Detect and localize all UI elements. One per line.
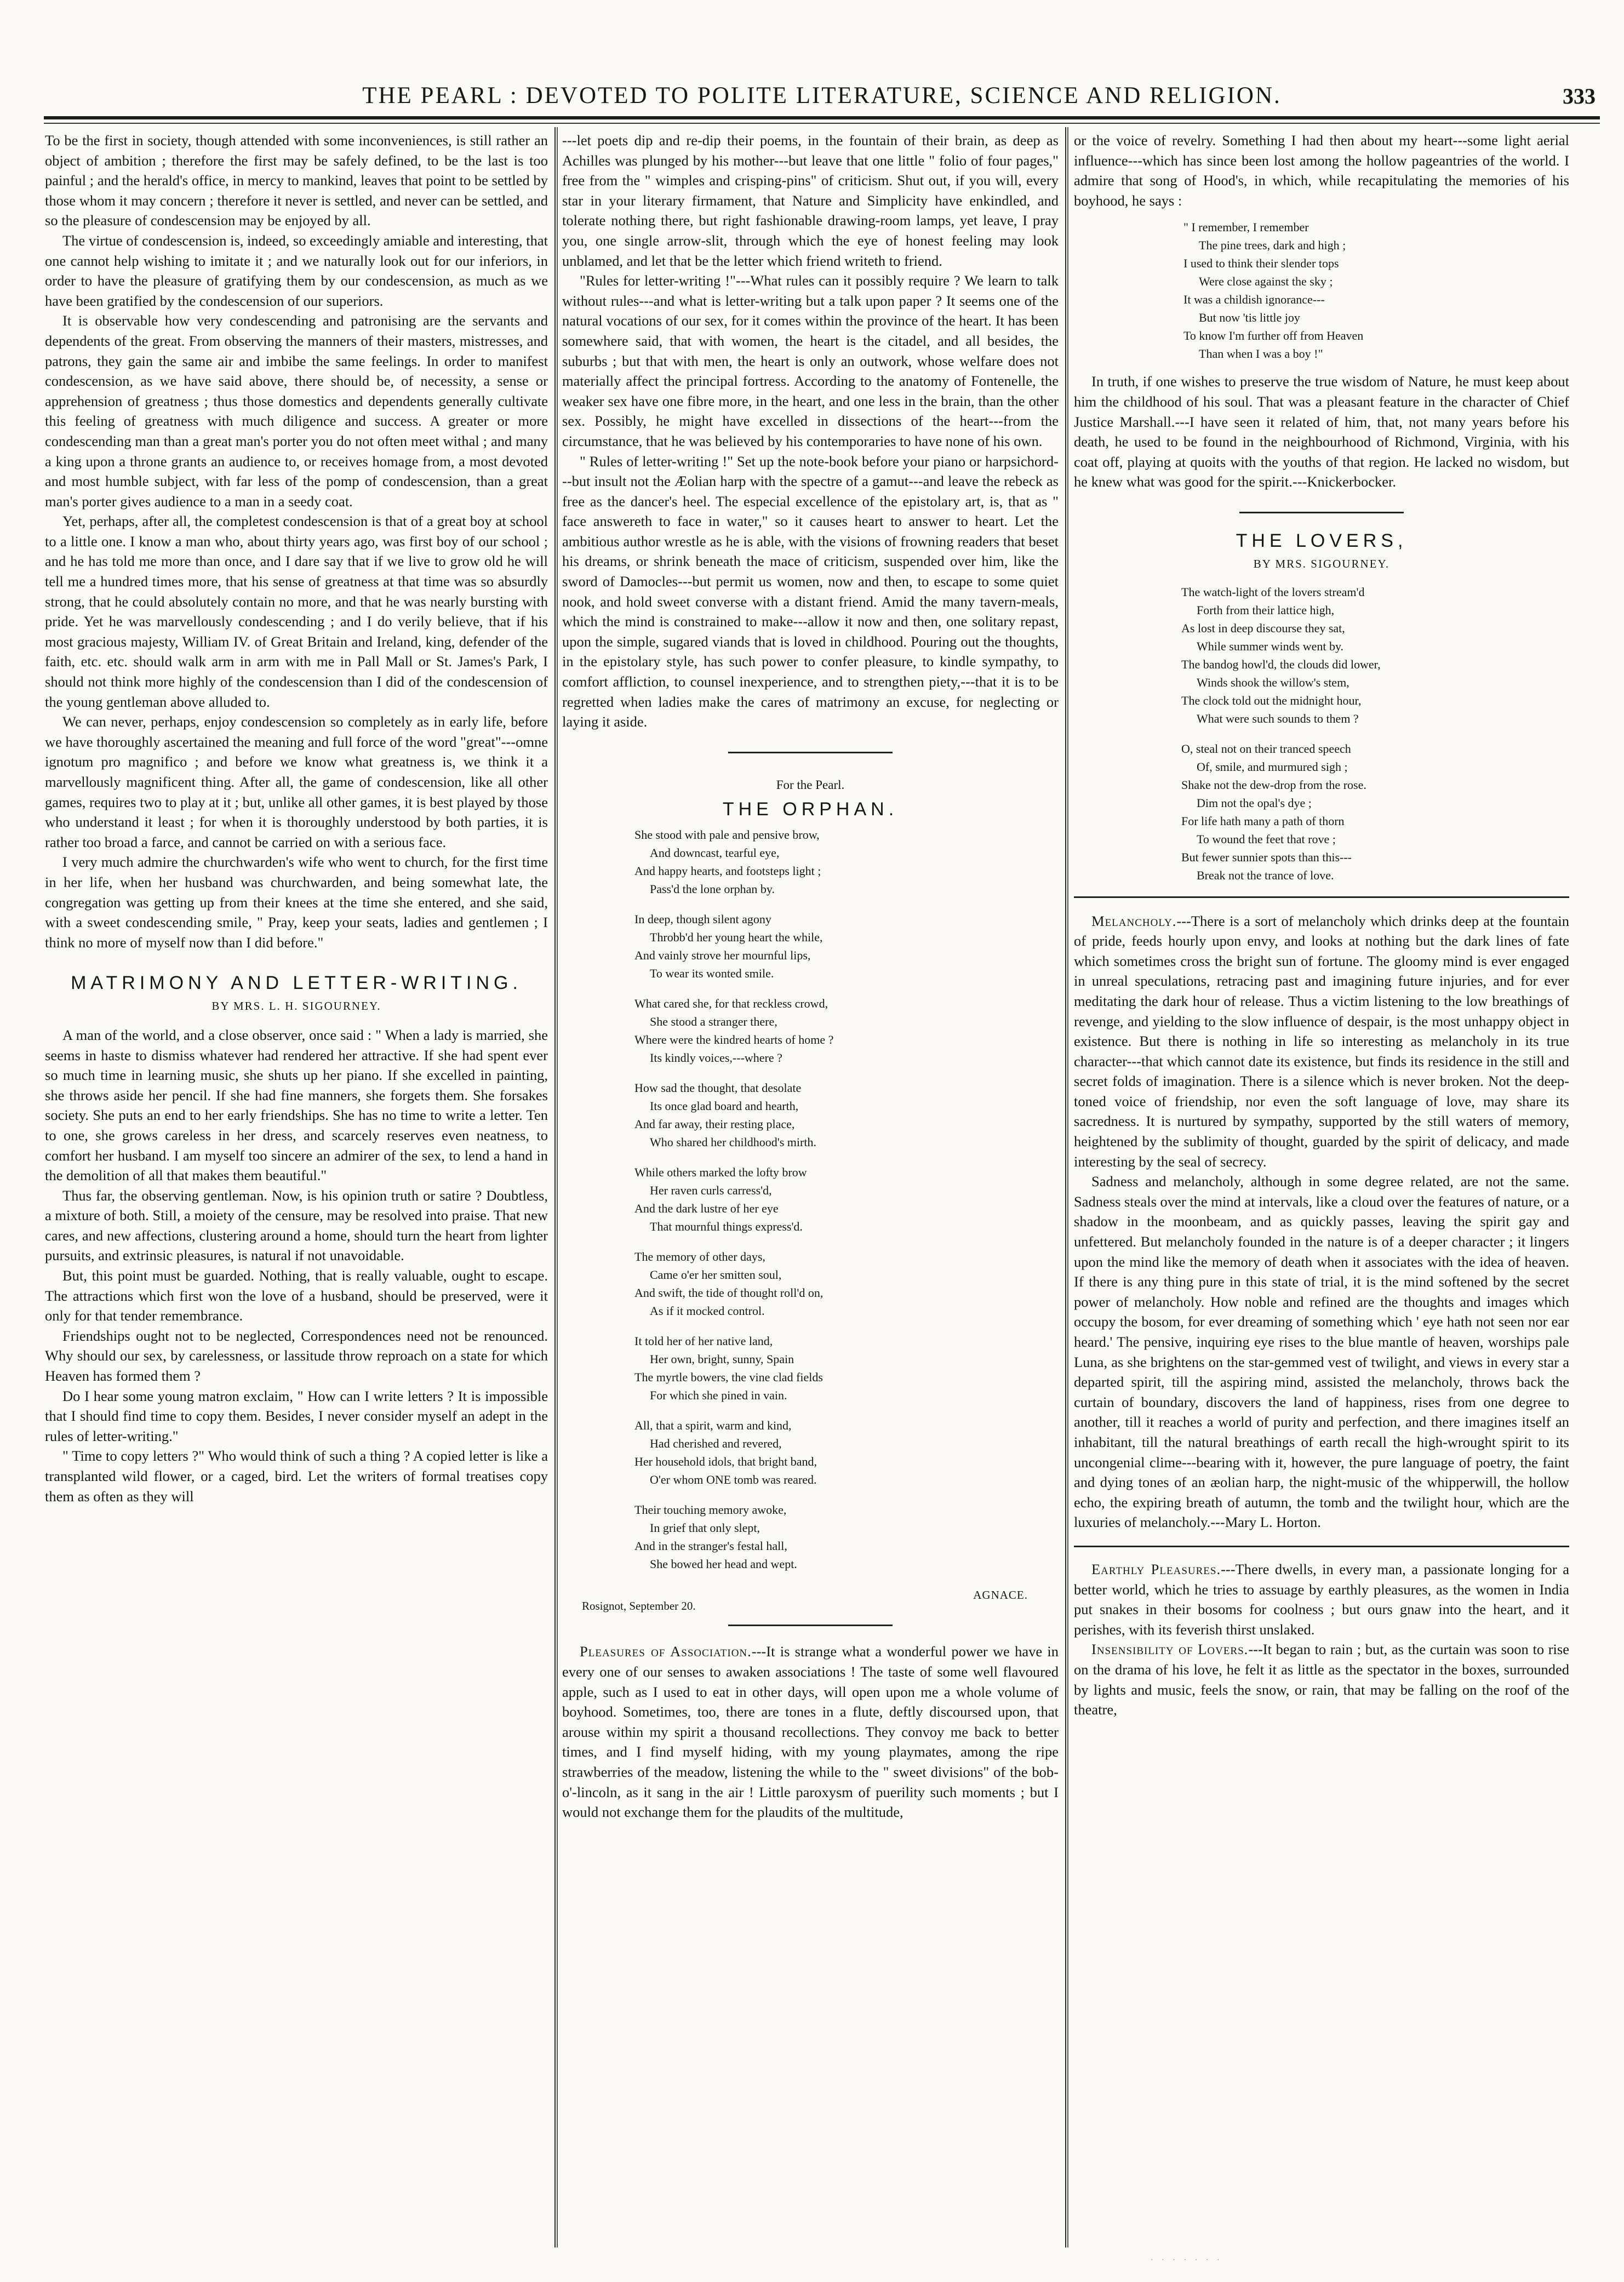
section-rule [1074, 1546, 1569, 1547]
poem-title-lovers: THE LOVERS, [1236, 530, 1408, 551]
poem-line: To wear its wonted smile. [650, 966, 774, 981]
paragraph-text: ---There is a sort of melancholy which drinks deep at the fountain of pride, feeds hourly upon envy, and looks at nothing but the dark lines of fate which sometimes cross the bright sun of fortune. The gloomy mind is ever engaged in unreal speculations, retracing past and imagining future injuries, and for ever meditating the dark hour of release. Thus a victim listening to the low breathings of revenge, and yielding to the slow influence of despair, is the most unhappy object in existence. But there is nothing in life so interesting as melancholy in its true character---that which cannot date its existence, but finds its residence in the still and secret folds of imagination. There is a silence which is never broken. Not the deep-toned voice of friendship, nor even the soft language of love, may share its sacredness. It is nurtured by sympathy, supported by the still waters of memory, heightened by the sublimity of thought, guarded by the spirit of delicacy, and made interesting by the seal of secrecy. [1074, 912, 1569, 1170]
poem-line: The watch-light of the lovers stream'd [1181, 585, 1365, 599]
poem-line: To wound the feet that rove ; [1197, 832, 1336, 846]
poem-line: Forth from their lattice high, [1197, 603, 1335, 617]
poem-line: To know I'm further off from Heaven [1183, 329, 1364, 343]
poem-line: Her household idols, that bright band, [634, 1455, 817, 1469]
poem-stanza [634, 1248, 1059, 1320]
poem-line: She bowed her head and wept. [650, 1557, 797, 1571]
poem-line: While others marked the lofty brow [634, 1165, 807, 1180]
poem-line: And in the stranger's festal hall, [634, 1539, 787, 1553]
poem-line: Than when I was a boy !" [1199, 347, 1323, 361]
poem-line: It was a childish ignorance--- [1183, 293, 1325, 307]
page-number: 333 [1563, 84, 1596, 108]
paragraph: In truth, if one wishes to preserve the true wisdom of Nature, he must keep about him the childhood of his soul. That was a pleasant feature in the character of Chief Justice Marshall.---I have seen it related of him, that, not many years before his death, he used to be found in the neighbourhood of Richmond, Virginia, with his coat off, playing at quoits with the youths of that region. He lacked no wisdom, but he knew what was good for the spirit.---Knickerbocker. [1074, 373, 1569, 490]
poem-line: Shake not the dew-drop from the rose. [1181, 777, 1366, 792]
poem-title-orphan: THE ORPHAN. [722, 799, 899, 820]
poem-line: Had cherished and revered, [650, 1437, 782, 1451]
poem-place-date: Rosignot, September 20. [582, 1599, 696, 1613]
section-rule [728, 752, 893, 753]
poem-line: O, steal not on their tranced speech [1181, 741, 1351, 756]
poem-line: Pass'd the lone orphan by. [650, 882, 775, 896]
paragraph: "Rules for letter-writing !"---What rules can it possibly require ? We learn to talk without rules---and what is letter-writing but a talk upon paper ? It seems one of the natural vocations of our sex, for it comes within the province of the heart. It has been somewhere said, that with women, the heart is the citadel, and all besides, the suburbs ; but that with men, the heart is only an outwork, whose welfare does not materially affect the principal fortress. According to the anatomy of Fontenelle, the weaker sex have one fibre more, in the heart, and one less in the brain, than the other sex. Possibly, he might have excelled in dissections of the heart---from the circumstance, that he was believed by his contemporaries to have none of his own. [562, 272, 1059, 449]
section-rule [1239, 512, 1404, 513]
paragraph: Yet, perhaps, after all, the completest condescension is that of a great boy at school to a little one. I know a man who, about thirty years ago, was first boy of our school ; and he has told me more than once, and I dare say that if we live to grow old he will tell me a hundred times more, that his sense of greatness at that time was so absurdly strong, that he could absolutely contain no more, and that he was nearly bursting with pride. Yet he was marvellously condescending ; and I do verily believe, that if his most gracious majesty, William IV. of Great Britain and Ireland, king, defender of the faith, etc. etc. should walk arm in arm with me in Pall Mall or St. James's Park, I should not think more highly of the condescension than I did of the condescension of the young gentleman above alluded to. [45, 513, 548, 710]
poem-line: Throbb'd her young heart the while, [650, 930, 823, 945]
column-divider-left [554, 127, 556, 2247]
paragraph: Sadness and melancholy, although in some degree related, are not the same. Sadness steals over the mind at intervals, like a cloud over the features of nature, or a shadow in the moonbeam, and as quickly passes, leaving the spirit gay and unfettered. But melancholy founded in the nature is of a deeper character ; it lingers upon the mind like the memory of death when it associates with the idea of heaven. If there is any thing pure in this state of trial, it is the mind softened by the secret power of melancholy. How noble and refined are the thoughts and images which occupy the bosom, for ever dreaming of something which ' eye hath not seen nor ear heard.' The pensive, inquiring eye rises to the blue mantle of heaven, worships pale Luna, as she brightens on the star-gemmed vest of twilight, and views in every star a departed spirit, till the aspiring mind, assisted the melancholy, throws back the curtain of boundary, discovers the land of happiness, rises from one degree to another, till it reaches a world of purity and perfection, and there imagines itself an inhabitant, till the natural breathings of earth recall the high-wrought spirit to its uncongenial clime---bearing with it, however, the pure language of poetry, the faint and dying tones of an æolian harp, the night-music of the whipperwill, the hollow echo, the expiring breath of autumn, the tomb and the twilight hour, which are the luxuries of melancholy.---Mary L. Horton. [1074, 1173, 1569, 1531]
poem-line: As if it mocked control. [650, 1304, 765, 1318]
paragraph-text: ---It began to rain ; but, as the curtain was soon to rise on the drama of his love, he felt it as little as the spectator in the boxes, surrounded by lights and music, feels the snow, or rain, that may be falling on the roof of the theatre, [1074, 1641, 1569, 1718]
paragraph-text: ---There dwells, in every man, a passionate longing for a better world, which he tries to assuage by earthly pleasures, as the women in India put snakes in their bosoms for coolness ; but ours gnaw into the heart, and it perishes, with its feverish thirst unslaked. [1074, 1560, 1569, 1638]
paragraph: or the voice of revelry. Something I had then about my heart---some light aerial influence---which has since been lost among the hollow pageantries of the world. I admire that song of Hood's, in which, while recapitulating the memories of his boyhood, he says : [1074, 132, 1569, 209]
poem-line: And swift, the tide of thought roll'd on, [634, 1286, 824, 1300]
poem-line: All, that a spirit, warm and kind, [634, 1419, 792, 1433]
header-rule [44, 116, 1600, 119]
section-rule [1074, 896, 1569, 898]
poem-stanza [634, 910, 1059, 982]
paragraph-earthly-pleasures [1074, 1559, 1569, 1639]
poem-line: In grief that only slept, [650, 1521, 760, 1535]
poem-line: How sad the thought, that desolate [634, 1081, 802, 1095]
run-in-heading: Insensibility of Lovers. [1091, 1641, 1249, 1658]
poem-line: It told her of her native land, [634, 1334, 773, 1348]
poem-line: What were such sounds to them ? [1197, 711, 1359, 725]
paragraph: We can never, perhaps, enjoy condescension so completely as in early life, before we have thoroughly ascertained the meaning and full force of the word "great"---omne ignotum pro magnifico ; and before we know what greatness is, we think it a marvellously magnificent thing. After all, the game of condescension, like all other games, requires two to play at it ; but, unlike all other games, it is best played by those who understand it least ; for when it is thoroughly understood by both parties, it is rather too broad a farce, and cannot be carried on with a serious face. [45, 713, 548, 850]
poem-line: Their touching memory awoke, [634, 1503, 787, 1517]
poem-line: For life hath many a path of thorn [1181, 814, 1345, 828]
poem-line: And far away, their resting place, [634, 1117, 795, 1131]
poem-line: O'er whom ONE tomb was reared. [650, 1473, 817, 1487]
poem-line: But fewer sunnier spots than this--- [1181, 850, 1352, 864]
paragraph: ---let poets dip and re-dip their poems, in the fountain of their brain, as deep as Achilles was plunged by his mother---but leave that one little " folio of four pages," free from the " wimples and crisping-pins" of criticism. Shut out, if you will, every star in your literary firmament, that Nature and Simplicity have enkindled, and tolerate nothing there, but right fashionable drawing-room lamps, yet leave, I pray you, one single arrow-slit, through which the eye of honest feeling may look unblamed, and let that be the letter which friend writeth to friend. [562, 132, 1059, 269]
paragraph: Thus far, the observing gentleman. Now, is his opinion truth or satire ? Doubtless, a mixture of both. Still, a moiety of the censure, may be resolved into praise. That new cares, and new affections, clustering around a home, should turn the heart from lighter pursuits, and extrinsic pleasures, is natural if not unavoidable. [45, 1187, 548, 1264]
column-middle [562, 130, 1059, 2245]
column-divider-right-inner [1067, 127, 1068, 2247]
column-right [1074, 130, 1569, 2245]
poem-stanza [634, 1079, 1059, 1151]
paragraph: A man of the world, and a close observer, once said : " When a lady is married, she seems in haste to dismiss whatever had rendered her attractive. If she had spent ever so much time in learning music, she shuts up her piano. If she excelled in painting, she throws aside her pencil. If she had fine manners, she forgets them. She forsakes society. She puts an end to her early friendships. She has no time to write a letter. Ten to one, she grows careless in her dress, and scarcely reserves even neatness, to comfort her husband. I am myself too sincere an admirer of the sex, to lend a hand in the demolition of all that makes them beautiful." [45, 1026, 548, 1184]
paragraph: Do I hear some young matron exclaim, " How can I write letters ? It is impossible that I should find time to copy them. Besides, I never consider myself an adept in the rules of letter-writing." [45, 1387, 548, 1444]
running-title: THE PEARL : DEVOTED TO POLITE LITERATURE, SCIENCE AND RELIGION. [362, 83, 1282, 108]
paragraph-insensibility [1074, 1639, 1569, 1719]
poem-signature: AGNACE. [973, 1588, 1028, 1602]
paragraph: " Rules of letter-writing !" Set up the note-book before your piano or harpsichord---but insult not the Æolian harp with the spectre of a gamut---and leave the rebeck as free as the dancer's heel. The especial excellence of the epistolary art, is, that as " face answereth to face in water," so it causes heart to answer to heart. Let the ambitious author wrestle as he is able, with the visions of frowning readers that beset his dreams, or shrink beneath the mace of criticism, suspended over him, like the sword of Damocles---but permit us women, now and then, to escape to some quiet nook, and hold sweet converse with a distant friend. Amid the many tavern-meals, which the mind is constrained to make---allow it now and then, one solitary repast, upon the simple, sugared viands that is loved in childhood. Pouring out the thoughts, in the epistolary style, has such power to confer pleasure, to kindle sympathy, to comfort affliction, to counsel inexperience, and to strengthen piety,---that it is to be regretted when ladies make the cares of matrimony an excuse, for neglecting or laying it aside. [562, 453, 1059, 730]
poem-line: Came o'er her smitten soul, [650, 1268, 782, 1282]
poem-preamble: For the Pearl. [776, 777, 845, 792]
poem-stanza [634, 1416, 1059, 1489]
poem-line: The myrtle bowers, the vine clad fields [634, 1370, 823, 1385]
run-in-heading: Pleasures of Association. [580, 1643, 752, 1660]
poem-line: " I remember, I remember [1183, 220, 1309, 235]
poem-line: Of, smile, and murmured sigh ; [1197, 759, 1348, 774]
poem-line: Its kindly voices,---where ? [650, 1051, 782, 1065]
poem-line: I used to think their slender tops [1183, 256, 1339, 271]
poem-line: Her raven curls carress'd, [650, 1183, 772, 1198]
paragraph: It is observable how very condescending and patronising are the servants and dependents of the great. From observing the manners of their masters, mistresses, and patrons, they gain the same air and imbibe the same feelings. In order to manifest condescension, as we have said above, there should be, of necessity, a sense or apprehension of greatness ; thus those domestics and dependents generally cultivate this feeling of greatness with much diligence and success. A greater or more condescending man than a great man's porter you do not often meet withal ; and many a king upon a throne grants an audience to, or receives homage from, a most devoted and most humble subject, with far less of the pomp of condescension, than a great man's porter gives audience to a man in a seedy coat. [45, 312, 548, 510]
section-rule [728, 1625, 893, 1626]
poem-line: The pine trees, dark and high ; [1199, 238, 1346, 253]
column-divider-left-inner [557, 127, 558, 2247]
poem-line: Dim not the opal's dye ; [1197, 796, 1312, 810]
poem-stanza [634, 994, 1059, 1067]
poem-stanza [1181, 740, 1569, 884]
paragraph: But, this point must be guarded. Nothing, that is really valuable, ought to escape. The attractions which first won the love of a husband, should be preserved, were it only for that tender remembrance. [45, 1267, 548, 1324]
poem-line: The bandog howl'd, the clouds did lower, [1181, 657, 1381, 671]
poem-line: She stood with pale and pensive brow, [634, 828, 820, 842]
poem-lovers [1181, 583, 1569, 884]
poem-line: Its once glad board and hearth, [650, 1099, 799, 1113]
poem-orphan [634, 826, 1059, 1573]
paragraph: I very much admire the churchwarden's wife who went to church, for the first time in her life, when her husband was churchwarden, and being somewhat late, the congregation was getting up from their knees at the time she entered, and she said, with a sweet condescending smile, " Pray, keep your seats, ladies and gentlemen ; I think no more of myself now than I did before." [45, 854, 548, 951]
paragraph: Friendships ought not to be neglected, Correspondences need not be renounced. Why should our sex, by carelessness, or lassitude throw reproach on a state for which Heaven has formed them ? [45, 1327, 548, 1385]
paragraph: To be the first in society, though attended with some inconveniences, is still rather an object of ambition ; therefore the first may be safely defined, to be the last is too painful ; and the herald's office, in mercy to mankind, leaves that point to be settled by those whom it may concern ; therefore it never is settled, and never can be settled, and so the pleasure of condescension may be enjoyed by all. [45, 132, 548, 229]
run-in-heading: Earthly Pleasures. [1091, 1560, 1221, 1577]
poem-signature-row [562, 1585, 1059, 1613]
paper-speckle-decoration: · · · · · · · [1151, 2256, 1223, 2264]
paragraph: The virtue of condescension is, indeed, so exceedingly amiable and interesting, that one cannot help wishing to imitate it ; and we naturally look out for our inferiors, in order to have the pleasure of gratifying them by our condescension, as much as we have been gratified by the condescension of our superiors. [45, 232, 548, 309]
paragraph-pleasures-of-association [562, 1642, 1059, 1822]
paragraph-text: ---It is strange what a wonderful power we have in every one of our senses to awaken associations ! The taste of some well flavoured apple, such as I used to eat in other days, will open upon me a whole volume of boyhood. Sometimes, too, there are tones in a flute, deftly discoursed upon, that arouse within my spirit a thousand recollections. They convoy me back to better times, and I find myself hiding, with my young playmates, among the ripe strawberries of the meadow, listening the while to the " sweet divisions" of the bob-o'-lincoln, as it sang in the air ! Little paroxysm of puerility such moments ; but I would not exchange them for the plaudits of the multitude, [562, 1643, 1059, 1821]
poem-line: For which she pined in vain. [650, 1388, 787, 1403]
poem-line: While summer winds went by. [1197, 639, 1344, 653]
column-divider-right [1065, 127, 1066, 2247]
paragraph-melancholy [1074, 911, 1569, 1172]
poem-stanza [1181, 583, 1569, 728]
run-in-heading: Melancholy. [1091, 912, 1177, 929]
poem-line: The memory of other days, [634, 1250, 765, 1264]
running-head [44, 82, 1600, 115]
poem-line: That mournful things express'd. [650, 1220, 803, 1234]
poem-stanza [634, 826, 1059, 898]
poem-line: But now 'tis little joy [1199, 311, 1300, 325]
poem-line: And downcast, tearful eye, [650, 846, 780, 860]
header-rule-thin [44, 123, 1600, 124]
article-byline: BY MRS. L. H. SIGOURNEY. [211, 999, 381, 1013]
poem-line: Her own, bright, sunny, Spain [650, 1352, 794, 1366]
column-left [45, 130, 548, 2245]
poem-line: And the dark lustre of her eye [634, 1202, 779, 1216]
poem-line: In deep, though silent agony [634, 912, 771, 926]
poem-line: Were close against the sky ; [1199, 274, 1333, 289]
poem-line: What cared she, for that reckless crowd, [634, 997, 828, 1011]
poem-line: Break not the trance of love. [1197, 868, 1334, 882]
poem-byline: BY MRS. SIGOURNEY. [1253, 557, 1390, 570]
poem-line: Where were the kindred hearts of home ? [634, 1033, 834, 1047]
paragraph: " Time to copy letters ?" Who would think of such a thing ? A copied letter is like a transplanted wild flower, or a caged, bird. Let the writers of formal treatises copy them as often as they will [45, 1448, 548, 1505]
article-title-matrimony: MATRIMONY AND LETTER-WRITING. [71, 973, 522, 994]
poem-stanza [634, 1332, 1059, 1404]
poem-line: As lost in deep discourse they sat, [1181, 621, 1345, 635]
poem-line: She stood a stranger there, [650, 1015, 777, 1029]
poem-line: Winds shook the willow's stem, [1197, 675, 1349, 689]
poem-line: And vainly strove her mournful lips, [634, 948, 811, 963]
poem-stanza [634, 1163, 1059, 1236]
poem-hood-quote [1183, 218, 1569, 363]
poem-line: And happy hearts, and footsteps light ; [634, 864, 821, 878]
poem-line: The clock told out the midnight hour, [1181, 693, 1362, 707]
poem-stanza [634, 1501, 1059, 1573]
poem-line: Who shared her childhood's mirth. [650, 1135, 816, 1149]
